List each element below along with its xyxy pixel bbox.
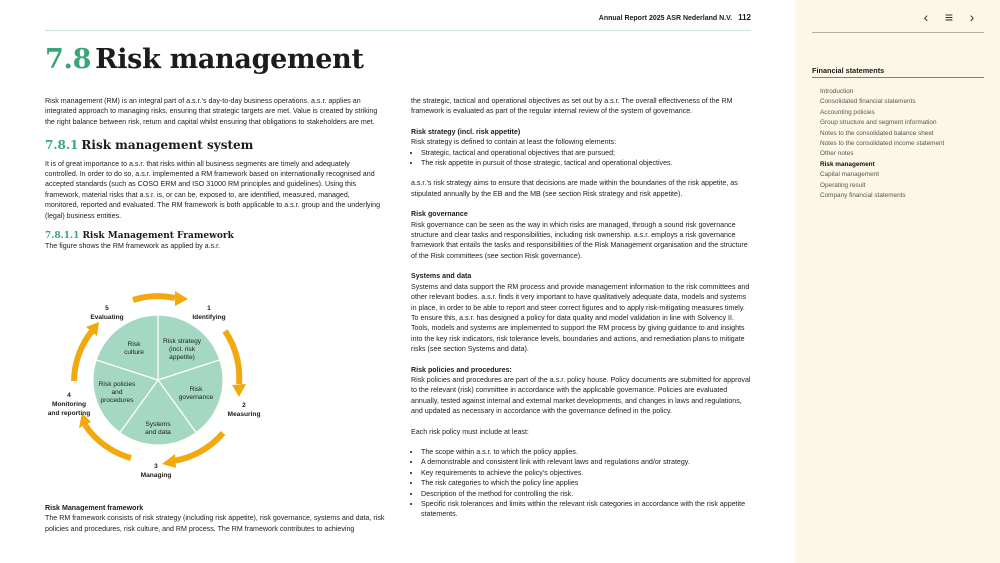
right-column (411, 96, 751, 520)
system-paragraph: It is of great importance to a.s.r. that risks within all business segments are timely and adequately controlled. In order to do so, a.s.r. implemented a RM framework based on internationally recognised and accepted standards (such as COSO ERM and ISO 31000 RM principles and guidelines). Using this framework, material risks that a.s.r. is, or can be, exposed to, are identified, measured, managed, monitored, reported and evaluated. The RM framework is both applicable to a.s.r. group and the underlying (legal) business entities. (45, 159, 381, 220)
section-title: Risk management (95, 44, 364, 75)
strategy-list (411, 148, 751, 169)
framework-section (45, 503, 385, 534)
policies-paragraph: Risk policies and procedures are part of the a.s.r. policy house. Policy documents are submitted for approval to the relevant (risk) committee in accordance with the applicable governance. Policies are evaluated annually, tested against internal and external market developments, and changes in laws and regulations, and updated as necessary in accordance with the governance defined in the policy. (411, 375, 751, 416)
list-item: • Strategic, tactical and operational objectives that are pursued; (421, 148, 751, 158)
strategy-paragraph: Risk strategy is defined to contain at least the following elements: (411, 138, 617, 147)
subsection-title: Risk management system (81, 138, 254, 153)
arrowhead-1 (175, 291, 188, 306)
governance-paragraph: Risk governance can be seen as the way in which risks are managed, through a sound risk governance structure and clear tasks and responsibilities, including risk ownership. a.s.r. employs a risk governance framework that entails the tasks and responsibilities of the Risk Management organisation and the structure of the Risk committees (see section Risk governance). (411, 220, 748, 260)
step-measuring: 2 Measuring (227, 402, 261, 418)
toc-item-other-notes[interactable]: Other notes (820, 150, 854, 158)
sidebar-top-divider (812, 32, 984, 33)
table-of-contents (820, 87, 944, 201)
subsection-number: 7.8.1 (45, 138, 79, 153)
subsection-heading (45, 138, 383, 153)
systems-heading: Systems and data (411, 272, 472, 281)
toc-item-notes-balance-sheet[interactable]: Notes to the consolidated balance sheet (820, 129, 934, 137)
segment-label-systems-data: Systems and data (145, 421, 171, 436)
chevron-left-icon[interactable]: ‹ (923, 9, 929, 25)
toc-item-introduction[interactable]: Introduction (820, 88, 854, 95)
right-intro-paragraph: the strategic, tactical and operational objectives as set out by a.s.r. The overall effectiveness of the RM framework is evaluated as part of the regular internal review of the system of governance. (411, 97, 733, 116)
strategy-heading: Risk strategy (incl. risk appetite) (411, 127, 521, 136)
intro-paragraph: Risk management (RM) is an integral part of a.s.r.’s day-to-day business operations. a.s.r. applies an integrated approach to managing risks, ensuring that strategic targets are met. Value is created by striking the right balance between risk, return and capital whilst ensuring that obligations to stakeholders are met. (45, 97, 378, 126)
page-title (45, 44, 364, 75)
arrow-identifying-measuring (225, 331, 239, 384)
toc-item-operating-result[interactable]: Operating result (820, 181, 866, 189)
report-title: Annual Report 2025 ASR Nederland N.V. (598, 15, 733, 22)
segment-label-risk-strategy: Risk strategy (incl. risk appetite) (162, 338, 202, 361)
chevron-right-icon[interactable]: › (969, 9, 975, 25)
list-item: • Specific risk tolerances and limits within the relevant risk categories in accordance with the risk appetite statements. (421, 499, 751, 520)
systems-paragraph: Systems and data support the RM process and provide management information to the risk committees and other relevant bodies. a.s.r. finds it very important to have qualitatively adequate data, models and systems in place, in order to be able to report and steer correct figures and to apply risk-mitigating measures timely. To ensure this, a.s.r. has designed a policy for data quality and model validation in line with Solvency II. Tools, models and systems are implemented to support the RM process by giving guidance to and insights into the key risk indicators, risk tolerance levels, boundaries and actions, and remediation plans to mitigate risks (see section Systems and data). (411, 282, 750, 354)
list-item: • A demonstrable and consistent link with relevant laws and regulations and/or strategy. (421, 457, 751, 467)
toc-item-risk-management[interactable]: Risk management (820, 160, 875, 168)
arrowhead-3 (162, 454, 176, 468)
report-header (599, 13, 751, 22)
toc-item-capital-management[interactable]: Capital management (820, 171, 879, 179)
page-number: 112 (738, 13, 751, 22)
arrow-evaluating-identifying (133, 296, 175, 300)
section-number: 7.8 (45, 44, 92, 75)
framework-number: 7.8.1.1 (45, 231, 80, 242)
toc-item-notes-income-statement[interactable]: Notes to the consolidated income statement (820, 140, 945, 148)
framework-paragraph: The RM framework consists of risk strategy (including risk appetite), risk governance, systems and data, risk policies and procedures, risk culture, and RM process. The RM framework contributes to achieving (45, 514, 385, 533)
sidebar (795, 0, 1000, 563)
step-evaluating: 5 Evaluating (90, 305, 124, 321)
step-identifying: 1 Identifying (192, 305, 226, 321)
list-item: • The scope within a.s.r. to which the policy applies. (421, 447, 751, 457)
strategy-paragraph-2: a.s.r.’s risk strategy aims to ensure that decisions are made within the boundaries of the risk appetite, as stipulated annually by the EB and the MB (see section Risk strategy and risk appetite). (411, 179, 738, 198)
policies-heading: Risk policies and procedures: (411, 365, 512, 374)
toc-item-consolidated-financial-statements[interactable]: Consolidated financial statements (820, 98, 916, 106)
list-item: • The risk categories to which the policy line applies (421, 478, 751, 488)
toc-item-group-structure[interactable]: Group structure and segment information (820, 119, 937, 127)
header-divider (45, 30, 751, 31)
toc-title-underline (812, 77, 984, 78)
list-item: • The risk appetite in pursuit of those strategic, tactical and operational objectives. (421, 158, 751, 168)
governance-heading: Risk governance (411, 210, 468, 219)
framework-title: Risk Management Framework (82, 231, 234, 242)
arrowhead-2 (232, 384, 246, 397)
left-column (45, 96, 383, 252)
segment-label-risk-governance: Risk governance (178, 386, 214, 401)
policy-list-intro: Each risk policy must include at least: (411, 427, 529, 436)
segment-label-risk-culture: Risk culture (124, 341, 144, 356)
policy-list (411, 447, 751, 520)
rm-framework-diagram (45, 285, 275, 485)
framework-heading (45, 231, 383, 241)
step-managing: 3 Managing (140, 463, 172, 479)
step-monitoring-reporting: 4 Monitoring and reporting (47, 392, 91, 417)
figure-caption: The figure shows the RM framework as applied by a.s.r. (45, 242, 221, 251)
menu-icon[interactable]: ≡ (944, 9, 954, 25)
segment-label-risk-policies: Risk policies and procedures (98, 381, 136, 404)
toc-item-accounting-policies[interactable]: Accounting policies (820, 108, 875, 116)
list-item: • Key requirements to achieve the policy’s objectives. (421, 468, 751, 478)
toc-item-company-financial-statements[interactable]: Company financial statements (820, 192, 906, 200)
page-navigation (909, 9, 978, 25)
arrow-monitoring-evaluating (74, 331, 92, 381)
list-item: • Description of the method for controlling the risk. (421, 489, 751, 499)
toc-title: Financial statements (812, 66, 885, 75)
framework-subheading: Risk Management framework (45, 504, 144, 512)
